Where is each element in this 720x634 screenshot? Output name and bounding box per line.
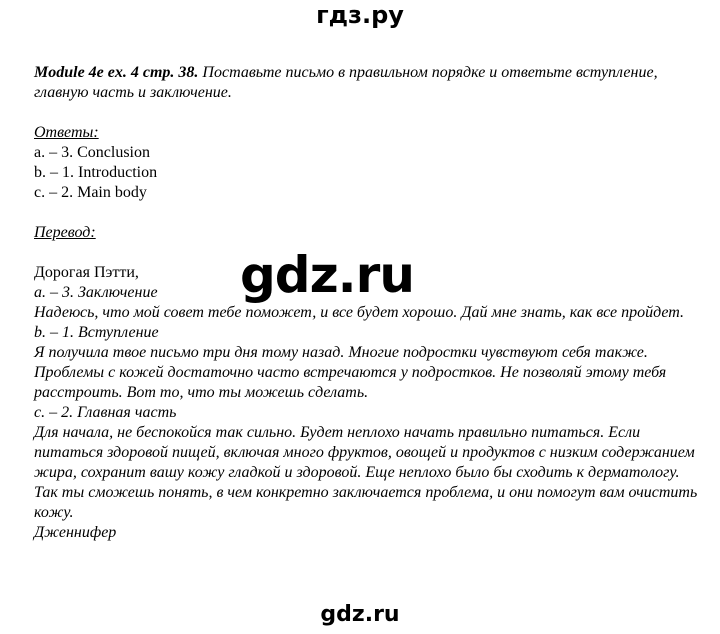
part-b-text: Я получила твое письмо три дня тому назад. Многие подростки чувствуют себя также. Проблемы с кожей достаточно часто встречаются у подростков. Не позволяй этому тебя расстроить. Вот то, что ты можешь сделать. [34, 344, 667, 401]
site-footer: gdz.ru [320, 602, 400, 627]
letter-greeting: Дорогая Пэтти, [34, 264, 139, 281]
task-text: Поставьте письмо в правильном порядке и ответьте вступление, главную часть и заключение. [34, 64, 658, 101]
letter-signature: Дженнифер [34, 524, 117, 541]
answer-item: c. – 2. Main body [34, 184, 147, 201]
task-statement [34, 63, 704, 103]
answers-title: Ответы: [34, 124, 99, 141]
answer-item: a. – 3. Conclusion [34, 144, 150, 161]
answer-item: b. – 1. Introduction [34, 164, 158, 181]
translation-title: Перевод: [34, 224, 96, 241]
part-a-heading: a. – 3. Заключение [34, 284, 158, 301]
site-header: гдз.ру [316, 1, 404, 29]
part-a-text: Надеюсь, что мой совет тебе поможет, и все будет хорошо. Дай мне знать, как все пройдет. [34, 304, 685, 321]
part-b-heading: b. – 1. Вступление [34, 324, 159, 341]
answers-list [34, 143, 704, 203]
watermark-logo: gdz.ru [240, 246, 414, 304]
part-c-heading: c. – 2. Главная часть [34, 404, 177, 421]
task-reference: Module 4e ex. 4 стр. 38. [34, 64, 199, 81]
part-c-text: Для начала, не беспокойся так сильно. Будет неплохо начать правильно питаться. Если питаться здоровой пищей, включая много фруктов, овощей и продуктов с низким содержанием жира, сохранит вашу кожу гладкой и здоровой. Еще неплохо было бы сходить к дерматологу. Так ты сможешь понять, в чем конкретно заключается проблема, и они помогут вам очистить кожу. [34, 424, 698, 521]
